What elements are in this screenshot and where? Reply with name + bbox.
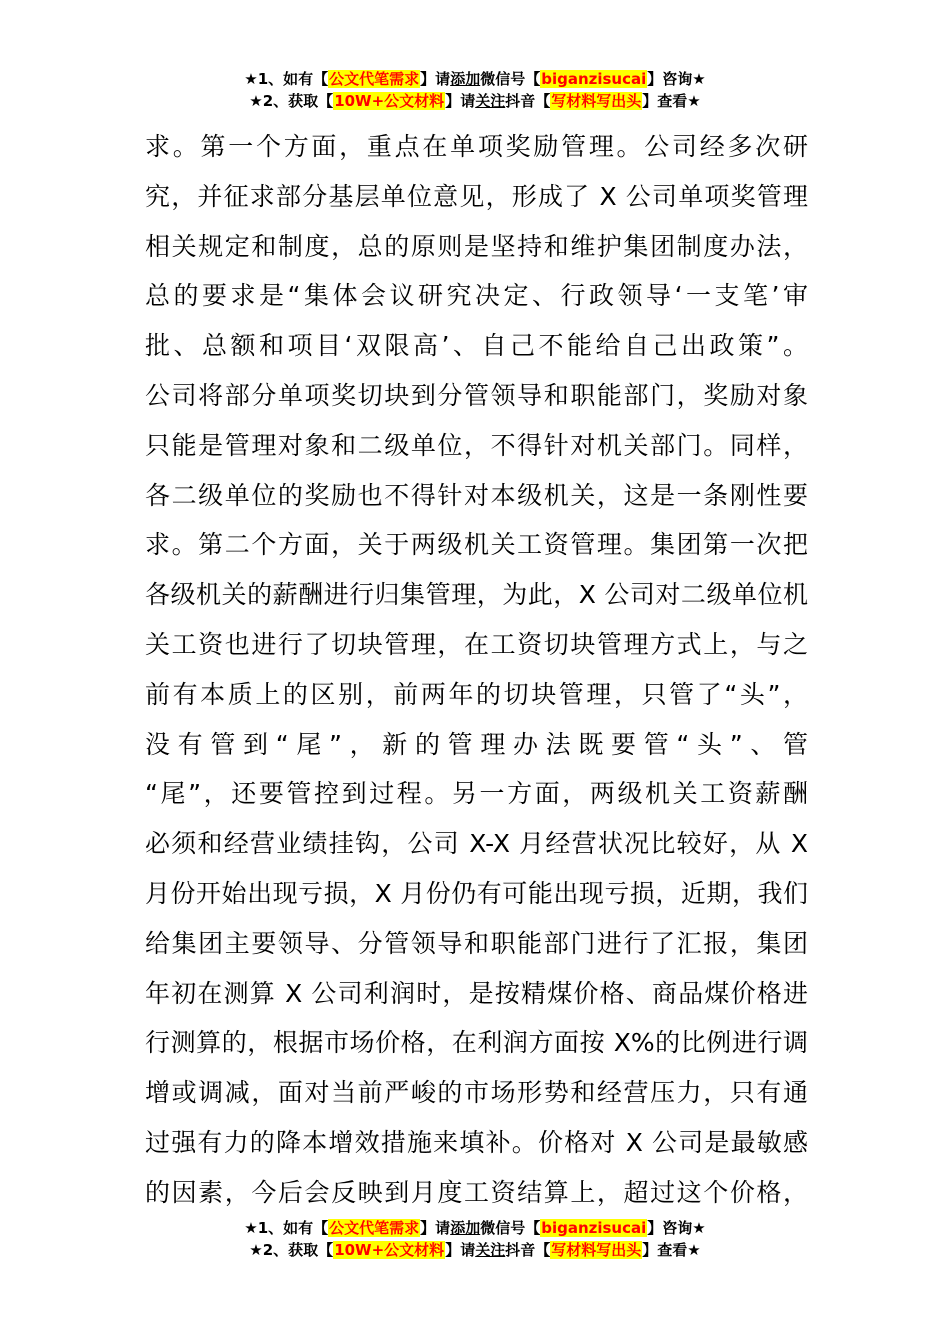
promo-text: 】请 (420, 70, 451, 88)
promo-text: 微信号【 (480, 1219, 541, 1237)
body-line: 关工资也进行了切块管理，在工资切块管理方式上，与之 (145, 629, 808, 659)
document-body (145, 122, 808, 1218)
body-line: 增或调减，面对当前严峻的市场形势和经营压力，只有通 (145, 1078, 808, 1108)
promo-text: 】请 (445, 1241, 476, 1259)
promo-text: ★1、如有【 (244, 1219, 329, 1237)
body-line: “尾”，还要管控到过程。另一方面，两级机关工资薪酬 (145, 779, 808, 809)
promo-highlight: 公文代笔需求 (329, 1219, 420, 1237)
promo-highlight-douyin: 写材料写出头 (551, 92, 642, 110)
body-line: 总的要求是“集体会议研究决定、行政领导‘一支笔’审 (145, 281, 808, 311)
body-line: 行测算的，根据市场价格，在利润方面按 X%的比例进行调 (145, 1028, 808, 1058)
body-line: 各二级单位的奖励也不得针对本级机关，这是一条刚性要 (145, 480, 808, 510)
promo-text: 微信号【 (480, 70, 541, 88)
promo-highlight-wechat: biganzisucai (541, 1219, 647, 1237)
promo-text: ★2、获取【 (249, 92, 334, 110)
promo-line-1 (0, 1217, 950, 1239)
body-line: 必须和经营业绩挂钩，公司 X-X 月经营状况比较好，从 X (145, 829, 808, 859)
promo-text: 】查看★ (642, 92, 701, 110)
promo-text: 】查看★ (642, 1241, 701, 1259)
promo-highlight-douyin: 写材料写出头 (551, 1241, 642, 1259)
promo-text: ★2、获取【 (249, 1241, 334, 1259)
body-line: 前有本质上的区别，前两年的切块管理，只管了“头”， (145, 679, 808, 709)
promo-underlined-text: 添加 (450, 70, 481, 88)
promo-highlight: 公文代笔需求 (329, 70, 420, 88)
body-line: 公司将部分单项奖切块到分管领导和职能部门，奖励对象 (145, 380, 808, 410)
body-line: 没有管到“尾”，新的管理办法既要管“头”、管 (145, 729, 808, 759)
promo-underlined-text: 关注 (475, 1241, 506, 1259)
body-line: 各级机关的薪酬进行归集管理，为此，X 公司对二级单位机 (145, 580, 808, 610)
promo-text: 】请 (445, 92, 476, 110)
body-line: 月份开始出现亏损，X 月份仍有可能出现亏损，近期，我们 (145, 878, 808, 908)
body-line: 相关规定和制度，总的原则是坚持和维护集团制度办法， (145, 231, 808, 261)
promo-highlight-wechat: biganzisucai (541, 70, 647, 88)
body-line: 究，并征求部分基层单位意见，形成了 X 公司单项奖管理 (145, 181, 808, 211)
promo-underlined-text: 关注 (475, 92, 506, 110)
body-line: 的因素，今后会反映到月度工资结算上，超过这个价格， (145, 1177, 808, 1207)
promo-text: 】请 (420, 1219, 451, 1237)
top-promo-banner (0, 68, 950, 112)
promo-line-2 (0, 90, 950, 112)
body-line: 给集团主要领导、分管领导和职能部门进行了汇报，集团 (145, 928, 808, 958)
body-line: 只能是管理对象和二级单位，不得针对机关部门。同样， (145, 430, 808, 460)
promo-underlined-text: 添加 (450, 1219, 481, 1237)
promo-text: ★1、如有【 (244, 70, 329, 88)
promo-text: 抖音【 (505, 92, 551, 110)
promo-highlight: 10W+公文材料 (334, 1241, 445, 1259)
promo-text: 抖音【 (505, 1241, 551, 1259)
body-line: 过强有力的降本增效措施来填补。价格对 X 公司是最敏感 (145, 1127, 808, 1157)
promo-highlight: 10W+公文材料 (334, 92, 445, 110)
body-line: 求。第二个方面，关于两级机关工资管理。集团第一次把 (145, 530, 808, 560)
body-line: 求。第一个方面，重点在单项奖励管理。公司经多次研 (145, 132, 808, 161)
body-line: 年初在测算 X 公司利润时，是按精煤价格、商品煤价格进 (145, 978, 808, 1008)
promo-line-1 (0, 68, 950, 90)
promo-text: 】咨询★ (647, 1219, 706, 1237)
body-line: 批、总额和项目‘双限高’、自己不能给自己出政策”。 (145, 331, 808, 361)
promo-line-2 (0, 1239, 950, 1261)
bottom-promo-banner (0, 1217, 950, 1261)
promo-text: 】咨询★ (647, 70, 706, 88)
